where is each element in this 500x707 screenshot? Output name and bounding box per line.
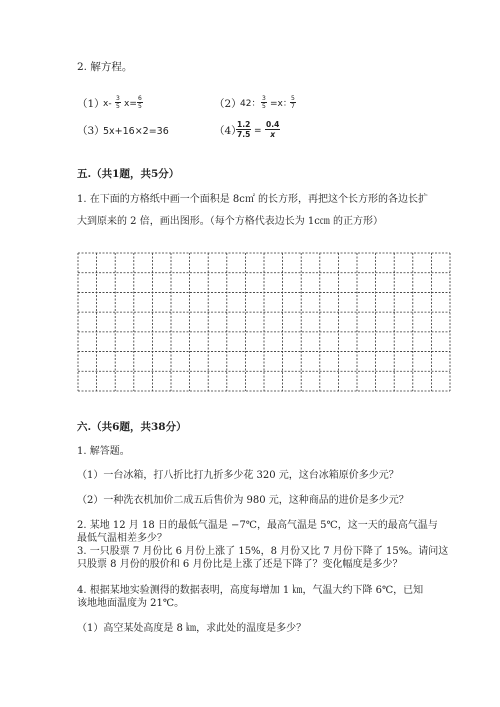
section-6-title: 六.（共6题，共38分）	[77, 421, 187, 433]
fraction-denominator: 5	[116, 103, 120, 110]
fraction-numerator: 3	[116, 95, 120, 102]
fraction-denominator: 5	[138, 103, 142, 110]
fraction-denominator: 5	[262, 103, 266, 110]
section-6-question-2-line-1: 2. 某地 12 月 18 日的最低气温是 −7℃，最高气温是 5℃，这一天的最高气温与	[77, 520, 438, 531]
graph-paper-grid[interactable]	[77, 252, 451, 392]
section-6-question-3-line-2: 只股票 8 月份的股价和 6 月份比是上涨了还是下降了？变化幅度是多少？	[77, 559, 403, 570]
fraction-numerator: 0.4	[266, 120, 280, 129]
section-6-question-1-sub-2: （2）一种洗衣机加价二成五后售价为 980 元，这种商品的进价是多少元？	[77, 495, 409, 506]
equation-4-fraction-b	[265, 120, 280, 139]
item2-heading: 2. 解方程。	[77, 61, 133, 73]
equation-1-xeq: x=	[124, 99, 137, 109]
fraction-denominator: x	[270, 130, 276, 139]
equation-4-equals: =	[254, 126, 262, 136]
fraction-numerator: 1.2	[237, 120, 251, 129]
equation-3-text: 5x+16×2=36	[103, 126, 169, 137]
fraction-numerator: 5	[291, 95, 295, 102]
fraction-denominator: 7.5	[237, 130, 251, 139]
section-5-question-1-line-2: 大到原来的 2 倍，画出图形。（每个方格代表边长为 1c㎝ 的正方形）	[77, 216, 384, 227]
section-6-question-1-heading: 1. 解答题。	[77, 446, 130, 457]
equation-2-right: =x：	[270, 99, 292, 109]
equation-4-fraction-a	[236, 120, 251, 139]
grid-svg[interactable]	[77, 252, 451, 392]
section-5-title: 五.（共1题，共5分）	[77, 168, 180, 180]
fraction-denominator: 7	[291, 103, 295, 110]
section-5-question-1-line-1: 1. 在下面的方格纸中画一个面积是 8c㎡ 的长方形，再把这个长方形的各边长扩	[77, 194, 429, 205]
section-6-question-3-line-1: 3. 一只股票 7 月份比 6 月份上涨了 15%，8 月份又比 7 月份下降了 15%。请问这	[77, 546, 449, 557]
equation-1-x: x-	[103, 99, 112, 109]
equation-4-label: （4）	[214, 125, 242, 137]
equation-2-fraction-b	[290, 95, 296, 110]
equation-1-label: （1）	[77, 98, 105, 110]
equation-3-label: （3）	[77, 125, 105, 137]
section-6-question-1-sub-1: （1）一台冰箱，打八折比打九折多少花 320 元，这台冰箱原价多少元？	[77, 470, 399, 481]
equation-2-fraction-a	[261, 95, 267, 110]
section-6-question-4-line-2: 该地地面温度为 21℃。	[77, 598, 185, 609]
equation-2-left: 42：	[240, 99, 261, 109]
fraction-numerator: 6	[138, 95, 142, 102]
section-6-question-4-line-1: 4. 根据某地实验测得的数据表明，高度每增加 1 ㎞，气温大约下降 6℃，已知	[77, 585, 424, 596]
equation-2-label: （2）	[214, 98, 242, 110]
equation-1-fraction-a	[115, 95, 121, 110]
equation-1-fraction-b	[137, 95, 143, 110]
fraction-numerator: 3	[262, 95, 266, 102]
section-6-question-4-sub-1: （1）高空某处高度是 8 ㎞，求此处的温度是多少？	[77, 623, 307, 634]
section-6-question-2-line-2: 最低气温相差多少？	[77, 533, 167, 544]
